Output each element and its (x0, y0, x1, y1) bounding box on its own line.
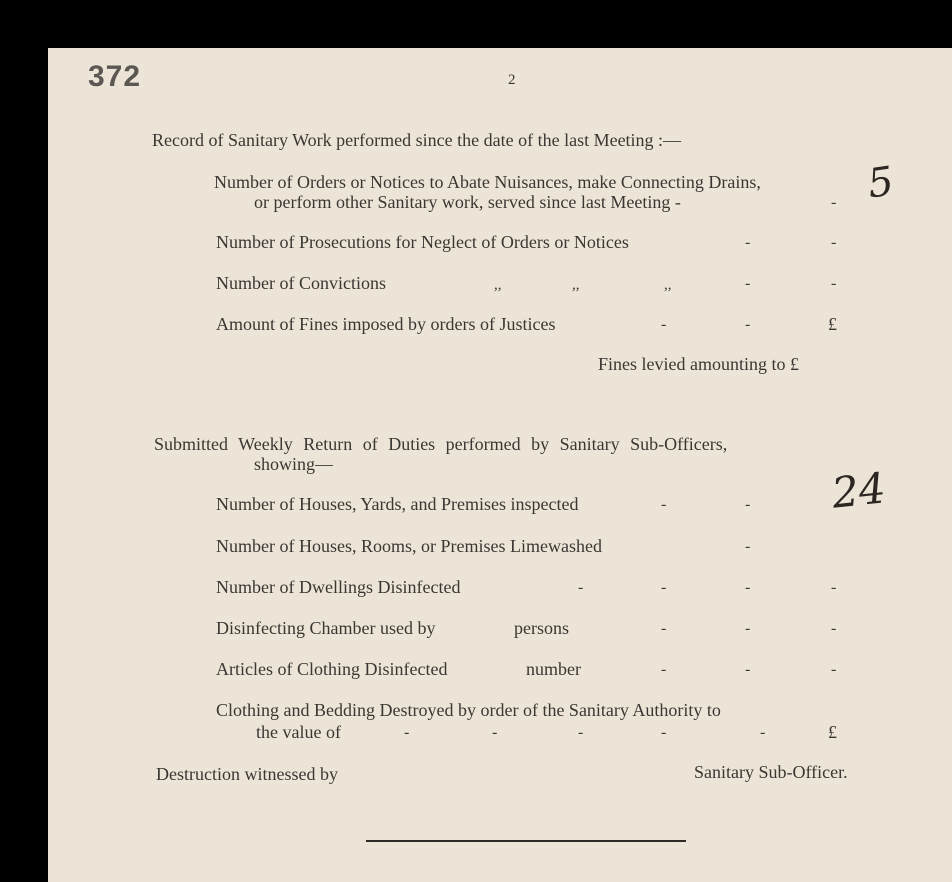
destroyed-line2: the value of (256, 722, 341, 742)
ditto-mark: ,, (572, 277, 580, 293)
dash: - (831, 620, 837, 637)
dash: - (745, 234, 751, 251)
dash: - (578, 579, 584, 596)
document-page (48, 48, 952, 882)
dwellings-label: Number of Dwellings Disinfected (216, 577, 461, 597)
limewashed-label: Number of Houses, Rooms, or Premises Limewashed (216, 536, 602, 556)
dash: - (492, 724, 498, 741)
dash: - (661, 316, 667, 333)
dash: - (661, 724, 667, 741)
dash: - (831, 579, 837, 596)
pound-sign: £ (828, 722, 837, 742)
page-number: 2 (508, 72, 516, 88)
dash: - (745, 496, 751, 513)
stamp-number: 372 (88, 60, 142, 93)
fines-levied-label: Fines levied amounting to £ (598, 354, 799, 374)
ditto-mark: ,, (664, 277, 672, 293)
dash: - (745, 275, 751, 292)
dash: - (404, 724, 410, 741)
pound-sign: £ (828, 314, 837, 334)
dash: - (760, 724, 766, 741)
sub-officer-label: Sanitary Sub-Officer. (694, 762, 848, 782)
chamber-label: Disinfecting Chamber used by (216, 618, 436, 638)
orders-line1: Number of Orders or Notices to Abate Nuisances, make Connecting Drains, (214, 172, 761, 192)
persons-label: persons (514, 618, 569, 638)
dash: - (831, 275, 837, 292)
ditto-mark: ,, (494, 277, 502, 293)
section2-heading-line2: showing— (254, 454, 334, 474)
dash: - (831, 661, 837, 678)
houses-inspected-value-handwritten: 24 (829, 463, 888, 518)
houses-inspected-label: Number of Houses, Yards, and Premises inspected (216, 494, 579, 514)
fines-label: Amount of Fines imposed by orders of Justices (216, 314, 556, 334)
dash: - (745, 579, 751, 596)
section2-heading-line1: Submitted Weekly Return of Duties performed by Sanitary Sub-Officers, (154, 434, 728, 454)
prosecutions-label: Number of Prosecutions for Neglect of Orders or Notices (216, 232, 629, 252)
destroyed-line1: Clothing and Bedding Destroyed by order of the Sanitary Authority to (216, 700, 721, 720)
dash: - (831, 194, 837, 211)
dash: - (578, 724, 584, 741)
dash: - (745, 316, 751, 333)
dash: - (745, 661, 751, 678)
divider-rule (366, 840, 686, 842)
dash: - (745, 620, 751, 637)
clothing-label: Articles of Clothing Disinfected (216, 659, 448, 679)
dash: - (661, 620, 667, 637)
convictions-label: Number of Convictions (216, 273, 386, 293)
orders-value-handwritten: 5 (864, 158, 897, 208)
number-label: number (526, 659, 581, 679)
section1-heading: Record of Sanitary Work performed since the date of the last Meeting :— (152, 130, 682, 150)
dash: - (831, 234, 837, 251)
dash: - (661, 661, 667, 678)
orders-line2: or perform other Sanitary work, served since last Meeting - (254, 192, 681, 212)
dash: - (745, 538, 751, 555)
dash: - (661, 579, 667, 596)
dash: - (661, 496, 667, 513)
witnessed-label: Destruction witnessed by (156, 764, 338, 784)
